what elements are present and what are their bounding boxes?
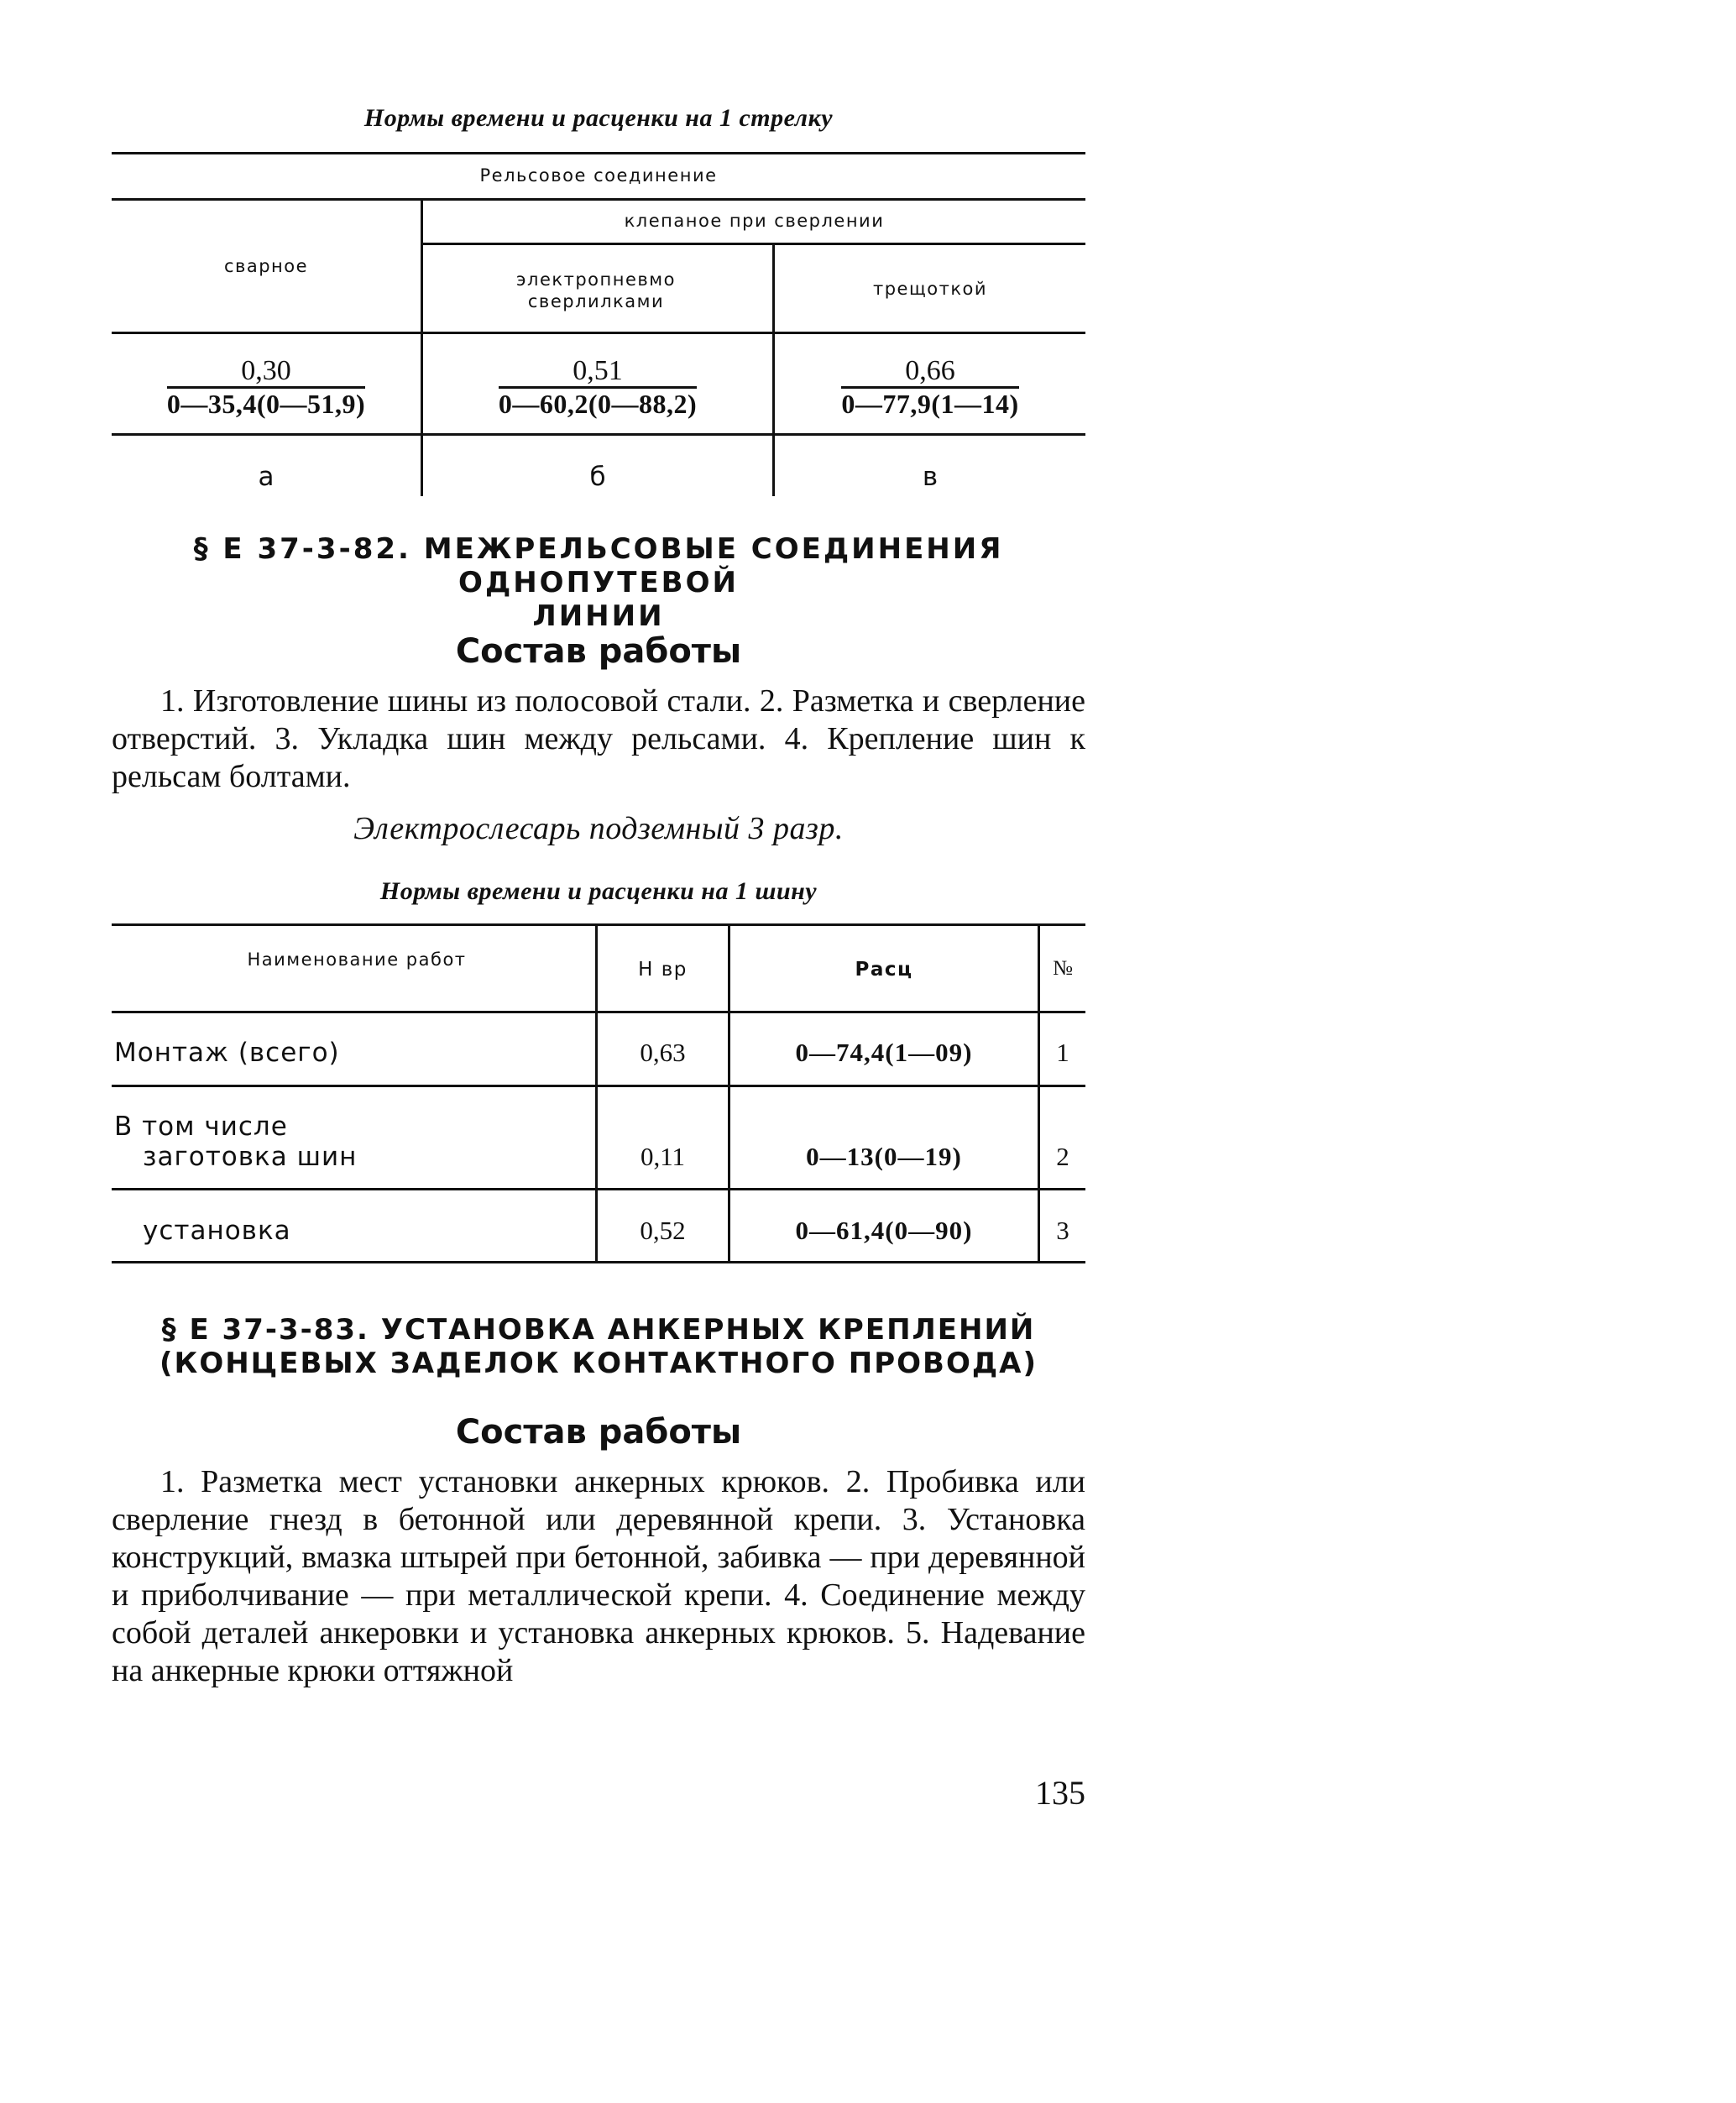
table1-header-riveted: клепаное при сверлении	[624, 211, 885, 231]
table1-header-ratchet: трещоткой	[872, 279, 988, 299]
section-title-line: ЛИНИИ	[532, 599, 665, 633]
subheading: Состав работы	[455, 632, 742, 671]
table1-value-cell	[423, 356, 772, 420]
table1-rule	[112, 433, 1085, 436]
body-paragraph: 1. Разметка мест установки анкерных крюков. 2. Пробивка или сверление гнезд в бетонной или деревянной крепи. 3. Установка конструкций, вмазка штырей при бетонной, забивка — при деревянной и приболчивание — при металлической крепи. 4. Соединение между собой деталей анкеровки и установка анкерных крюков. 5. Надевание на анкерные крюки оттяжной	[112, 1464, 1085, 1688]
table2-top-rule	[112, 923, 1085, 926]
section-title	[112, 1313, 1085, 1380]
norm-time: 0,51	[573, 355, 623, 386]
table1-value-cell	[112, 356, 421, 420]
header-work-name: Наименование работ	[247, 949, 467, 970]
table1-header-welded: сварное	[223, 256, 309, 276]
rate: 0—77,9(1—14)	[841, 389, 1019, 419]
column-letter: б	[589, 462, 606, 492]
rate: 0—35,4(0—51,9)	[166, 389, 366, 419]
row-number: 2	[1056, 1142, 1069, 1171]
table2-rule	[112, 1188, 1085, 1190]
row-number: 1	[1056, 1038, 1069, 1067]
norm-time: 0,30	[241, 355, 291, 386]
work-name: В том числе	[114, 1112, 288, 1142]
norm-time: 0,52	[640, 1216, 686, 1245]
table2-rule	[112, 1085, 1085, 1087]
table1-top-rule	[112, 152, 1085, 154]
norm-time: 0,63	[640, 1038, 686, 1067]
section-title-line: § Е 37-3-83. УСТАНОВКА АНКЕРНЫХ КРЕПЛЕНИЙ	[161, 1313, 1036, 1347]
work-name: установка	[143, 1216, 291, 1246]
header-norm-time: Н вр	[638, 959, 688, 981]
column-letter: а	[258, 462, 275, 492]
work-name: Монтаж (всего)	[114, 1038, 340, 1068]
table1-header-electro: электропневмо сверлилками	[516, 269, 676, 311]
section-title-line: (КОНЦЕВЫХ ЗАДЕЛОК КОНТАКТНОГО ПРОВОДА)	[159, 1347, 1038, 1380]
section-title-line: § Е 37-3-82. МЕЖРЕЛЬСОВЫЕ СОЕДИНЕНИЯ ОДНОПУТЕВОЙ	[193, 532, 1004, 599]
table1-header-rail-joint: Рельсовое соединение	[479, 165, 718, 186]
table1-value-cell	[775, 356, 1085, 420]
norm-time: 0,11	[640, 1142, 686, 1171]
column-letter: в	[922, 462, 939, 492]
table2-caption: Нормы времени и расценки на 1 шину	[379, 877, 818, 905]
worker-category: Электрослесарь подземный 3 разр.	[353, 811, 844, 846]
norm-time: 0,66	[905, 355, 955, 386]
rate: 0—61,4(0—90)	[795, 1216, 973, 1245]
header-number: №	[1053, 957, 1073, 980]
work-name: заготовка шин	[143, 1142, 358, 1172]
page-number: 135	[1035, 1774, 1085, 1812]
header-rate: Расц	[855, 959, 913, 981]
table1-rule	[423, 243, 1085, 245]
table1-rule	[112, 332, 1085, 334]
table1-rule	[112, 198, 1085, 201]
table1-caption: Нормы времени и расценки на 1 стрелку	[363, 104, 834, 132]
rate: 0—13(0—19)	[806, 1142, 962, 1171]
row-number: 3	[1056, 1216, 1069, 1245]
rate: 0—60,2(0—88,2)	[498, 389, 698, 419]
table2-bottom-rule	[112, 1261, 1085, 1263]
subheading: Состав работы	[455, 1413, 742, 1452]
section-title	[112, 532, 1085, 633]
body-paragraph: 1. Изготовление шины из полосовой стали. 2. Разметка и сверление отверстий. 3. Укладка шин между рельсами. 4. Крепление шин к рельсам болтами.	[112, 683, 1085, 794]
rate: 0—74,4(1—09)	[795, 1038, 973, 1067]
table2-rule	[112, 1011, 1085, 1013]
